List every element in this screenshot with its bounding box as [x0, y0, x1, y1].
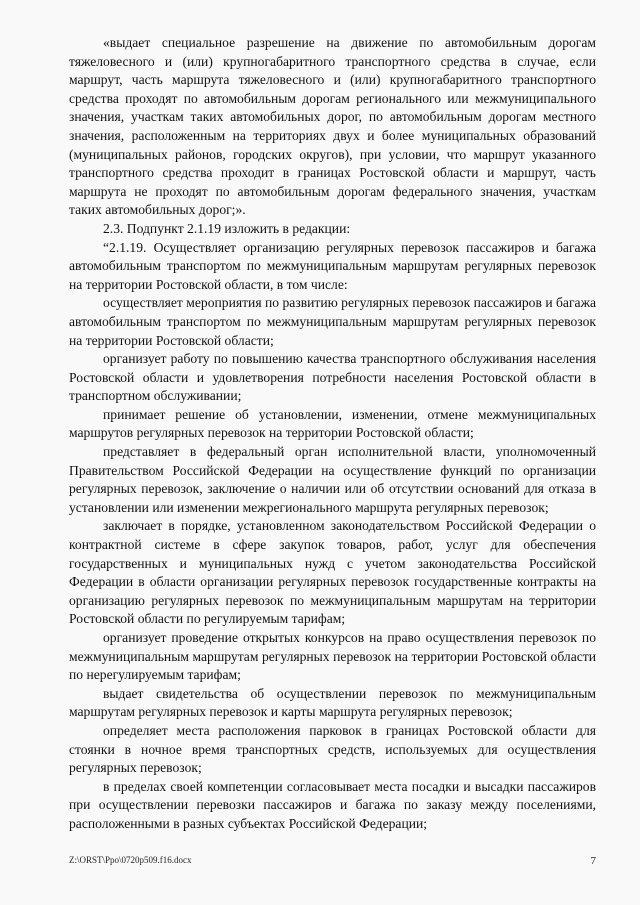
document-page — [69, 34, 596, 834]
paragraph: выдает свидетельства об осуществлении перевозок по межмуниципальным маршрутам регулярных перевозок и карты маршрута регулярных перевозок; — [69, 685, 596, 720]
paragraph: «выдает специальное разрешение на движение по автомобильным дорогам тяжеловесного и (или) крупногабаритного транспортного средства в случае, если маршрут, часть маршрута тяжеловесного и (или) крупногабаритного транспортного средства проходят по автомобильным дорогам регионального или межмуниципального значения, участкам таких автомобильных дорог, по автомобильным дорогам местного значения, расположенным на территориях двух и более муниципальных образований (муниципальных районов, городских округов), при условии, что маршрут указанного транспортного средства проходит в границах Ростовской области и маршрут, часть маршрута не проходят по автомобильным дорогам федерального значения, участкам таких автомобильных дорог;». — [69, 35, 596, 218]
paragraph: организует проведение открытых конкурсов на право осуществления перевозок по межмуниципальным маршрутам регулярных перевозок на территории Ростовской области по нерегулируемым тарифам; — [69, 630, 596, 683]
paragraph: заключает в порядке, установленном законодательством Российской Федерации о контрактной системе в сфере закупок товаров, работ, услуг для обеспечения государственных и муниципальных нужд с учетом законодательства Российской Федерации в области организации регулярных перевозок государственные контракты на организацию регулярных перевозок по межмуниципальным маршрутам на территории Ростовской области по регулируемым тарифам; — [69, 518, 596, 627]
paragraph: “2.1.19. Осуществляет организацию регулярных перевозок пассажиров и багажа автомобильным транспортом по межмуниципальным маршрутам регулярных перевозок на территории Ростовской области, в том числе: — [69, 239, 596, 292]
paragraph: организует работу по повышению качества транспортного обслуживания населения Ростовской области и удовлетворения потребности населения Ростовской области в транспортном обслуживании; — [69, 351, 596, 404]
paragraph: осуществляет мероприятия по развитию регулярных перевозок пассажиров и багажа автомобильным транспортом по межмуниципальным маршрутам регулярных перевозок на территории Ростовской области; — [69, 295, 596, 348]
paragraph: в пределах своей компетенции согласовывает места посадки и высадки пассажиров при осуществлении перевозки пассажиров и багажа по заказу между поселениями, расположенными в разных субъектах Российской Федерации; — [69, 778, 596, 831]
paragraph: 2.3. Подпункт 2.1.19 изложить в редакции: — [103, 220, 351, 236]
paragraph: представляет в федеральный орган исполнительной власти, уполномоченный Правительством Российской Федерации на осуществление функций по организации регулярных перевозок, заключение о наличии или об отсутствии оснований для отказа в установлении или изменении межрегионального маршрута регулярных перевозок; — [69, 444, 596, 515]
paragraph: определяет места расположения парковок в границах Ростовской области для стоянки в ночное время транспортных средств, используемых для осуществления регулярных перевозок; — [69, 722, 596, 776]
paragraph: принимает решение об установлении, изменении, отмене межмуниципальных маршрутов регулярных перевозок на территории Ростовской области; — [69, 406, 596, 441]
page-number: 7 — [590, 855, 596, 867]
footer-file-path: Z:\ORST\Ppo\0720p509.f16.docx — [69, 855, 192, 865]
